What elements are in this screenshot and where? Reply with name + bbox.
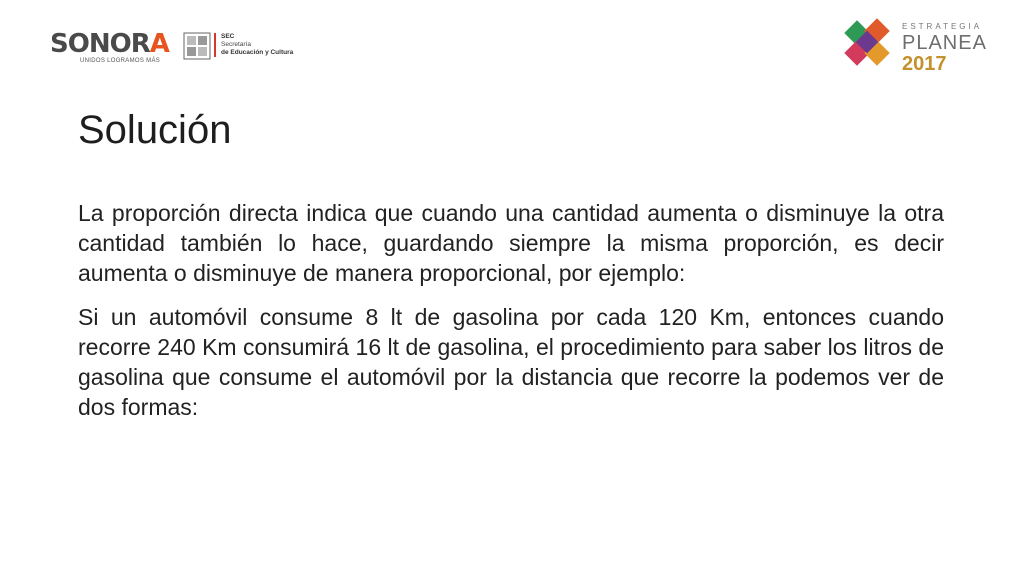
sec-logo	[214, 33, 293, 57]
sec-label: SEC	[221, 33, 235, 40]
government-seal-icon	[183, 32, 211, 60]
planea-year: 2017	[902, 53, 947, 75]
sonora-tagline: UNIDOS LOGRAMOS MÁS	[80, 58, 161, 64]
slide-body	[78, 198, 944, 436]
planea-word: PLANEA	[902, 32, 987, 54]
planea-mark-icon	[840, 16, 900, 76]
paragraph-example: Si un automóvil consume 8 lt de gasolina por cada 120 Km, entonces cuando recorre 240 Km consumirá 16 lt de gasolina, el procedimiento para saber los litros de gasolina que consume el automóvil por la distancia que recorre la podemos ver de dos formas:	[78, 304, 944, 420]
planea-text	[902, 22, 987, 74]
sec-secretaria: Secretaría	[221, 41, 251, 48]
paragraph-definition: La proporción directa indica que cuando una cantidad aumenta o disminuye la otra cantidad también lo hace, guardando siempre la misma proporción, es decir aumenta o disminuye de manera proporcional, por ejemplo:	[78, 200, 944, 286]
sonora-word-accent: A	[149, 29, 169, 59]
sonora-logo	[50, 30, 175, 66]
sonora-wordmark	[50, 30, 169, 58]
planea-logo	[840, 14, 987, 80]
header-logos	[0, 0, 1024, 100]
planea-estrategia: ESTRATEGIA	[902, 22, 983, 31]
sec-educacion: de Educación y Cultura	[221, 49, 294, 56]
slide-title: Solución	[78, 108, 232, 152]
sonora-word-main: SONOR	[50, 29, 150, 59]
